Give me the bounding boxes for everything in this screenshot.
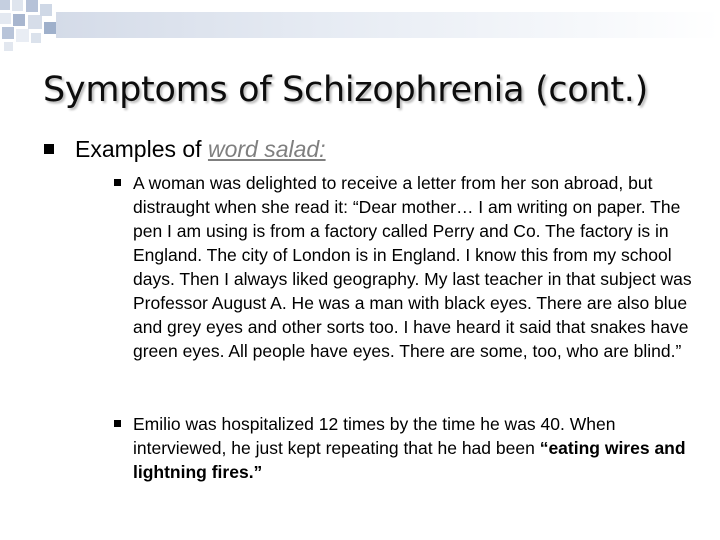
square-bullet-icon bbox=[114, 420, 121, 427]
square-bullet-icon bbox=[44, 144, 54, 154]
header-gradient-band bbox=[56, 12, 720, 38]
bullet-item-letter bbox=[114, 171, 694, 363]
decor-square-icon bbox=[0, 0, 10, 10]
bullet-item-emilio bbox=[114, 412, 694, 484]
decor-square-icon bbox=[44, 22, 56, 34]
decor-square-icon bbox=[28, 15, 42, 29]
decor-square-icon bbox=[40, 4, 52, 16]
word-salad-term: word salad: bbox=[207, 136, 326, 162]
decor-square-icon bbox=[4, 42, 13, 51]
corner-decoration bbox=[0, 0, 720, 60]
slide-title: Symptoms of Schizophrenia (cont.) bbox=[43, 70, 648, 110]
decor-square-icon bbox=[0, 13, 11, 24]
decor-square-icon bbox=[26, 0, 38, 12]
decor-square-icon bbox=[13, 14, 25, 26]
bullet-text-emilio-body: Emilio was hospitalized 12 times by the time he was 40. When interviewed, he just kept repeating that he had been bbox=[133, 414, 616, 458]
bullet-level1 bbox=[44, 136, 704, 163]
square-bullet-icon bbox=[114, 179, 121, 186]
decor-square-icon bbox=[16, 29, 29, 42]
decor-square-icon bbox=[12, 0, 23, 11]
decor-square-icon bbox=[31, 33, 41, 43]
bullet-text-letter: A woman was delighted to receive a letter from her son abroad, but distraught when she read it: “Dear mother… I am writing on paper. The pen I am using is from a factory called Perry and Co. The factory is in England. The city of London is in England. I know this from my school days. Then I always liked geography. My last teacher in that subject was Professor August A. He was a man with black eyes. There are also blue and grey eyes and other sorts too. I have heard it said that snakes have green eyes. All people have eyes. There are some, too, who are blind.” bbox=[133, 173, 692, 361]
bullet-text-emilio-emphasis: “eating wires and lightning fires.” bbox=[133, 438, 686, 482]
bullet-level1-prefix: Examples of bbox=[75, 136, 202, 162]
decor-square-icon bbox=[2, 27, 14, 39]
bullet-text-emilio bbox=[133, 412, 694, 484]
